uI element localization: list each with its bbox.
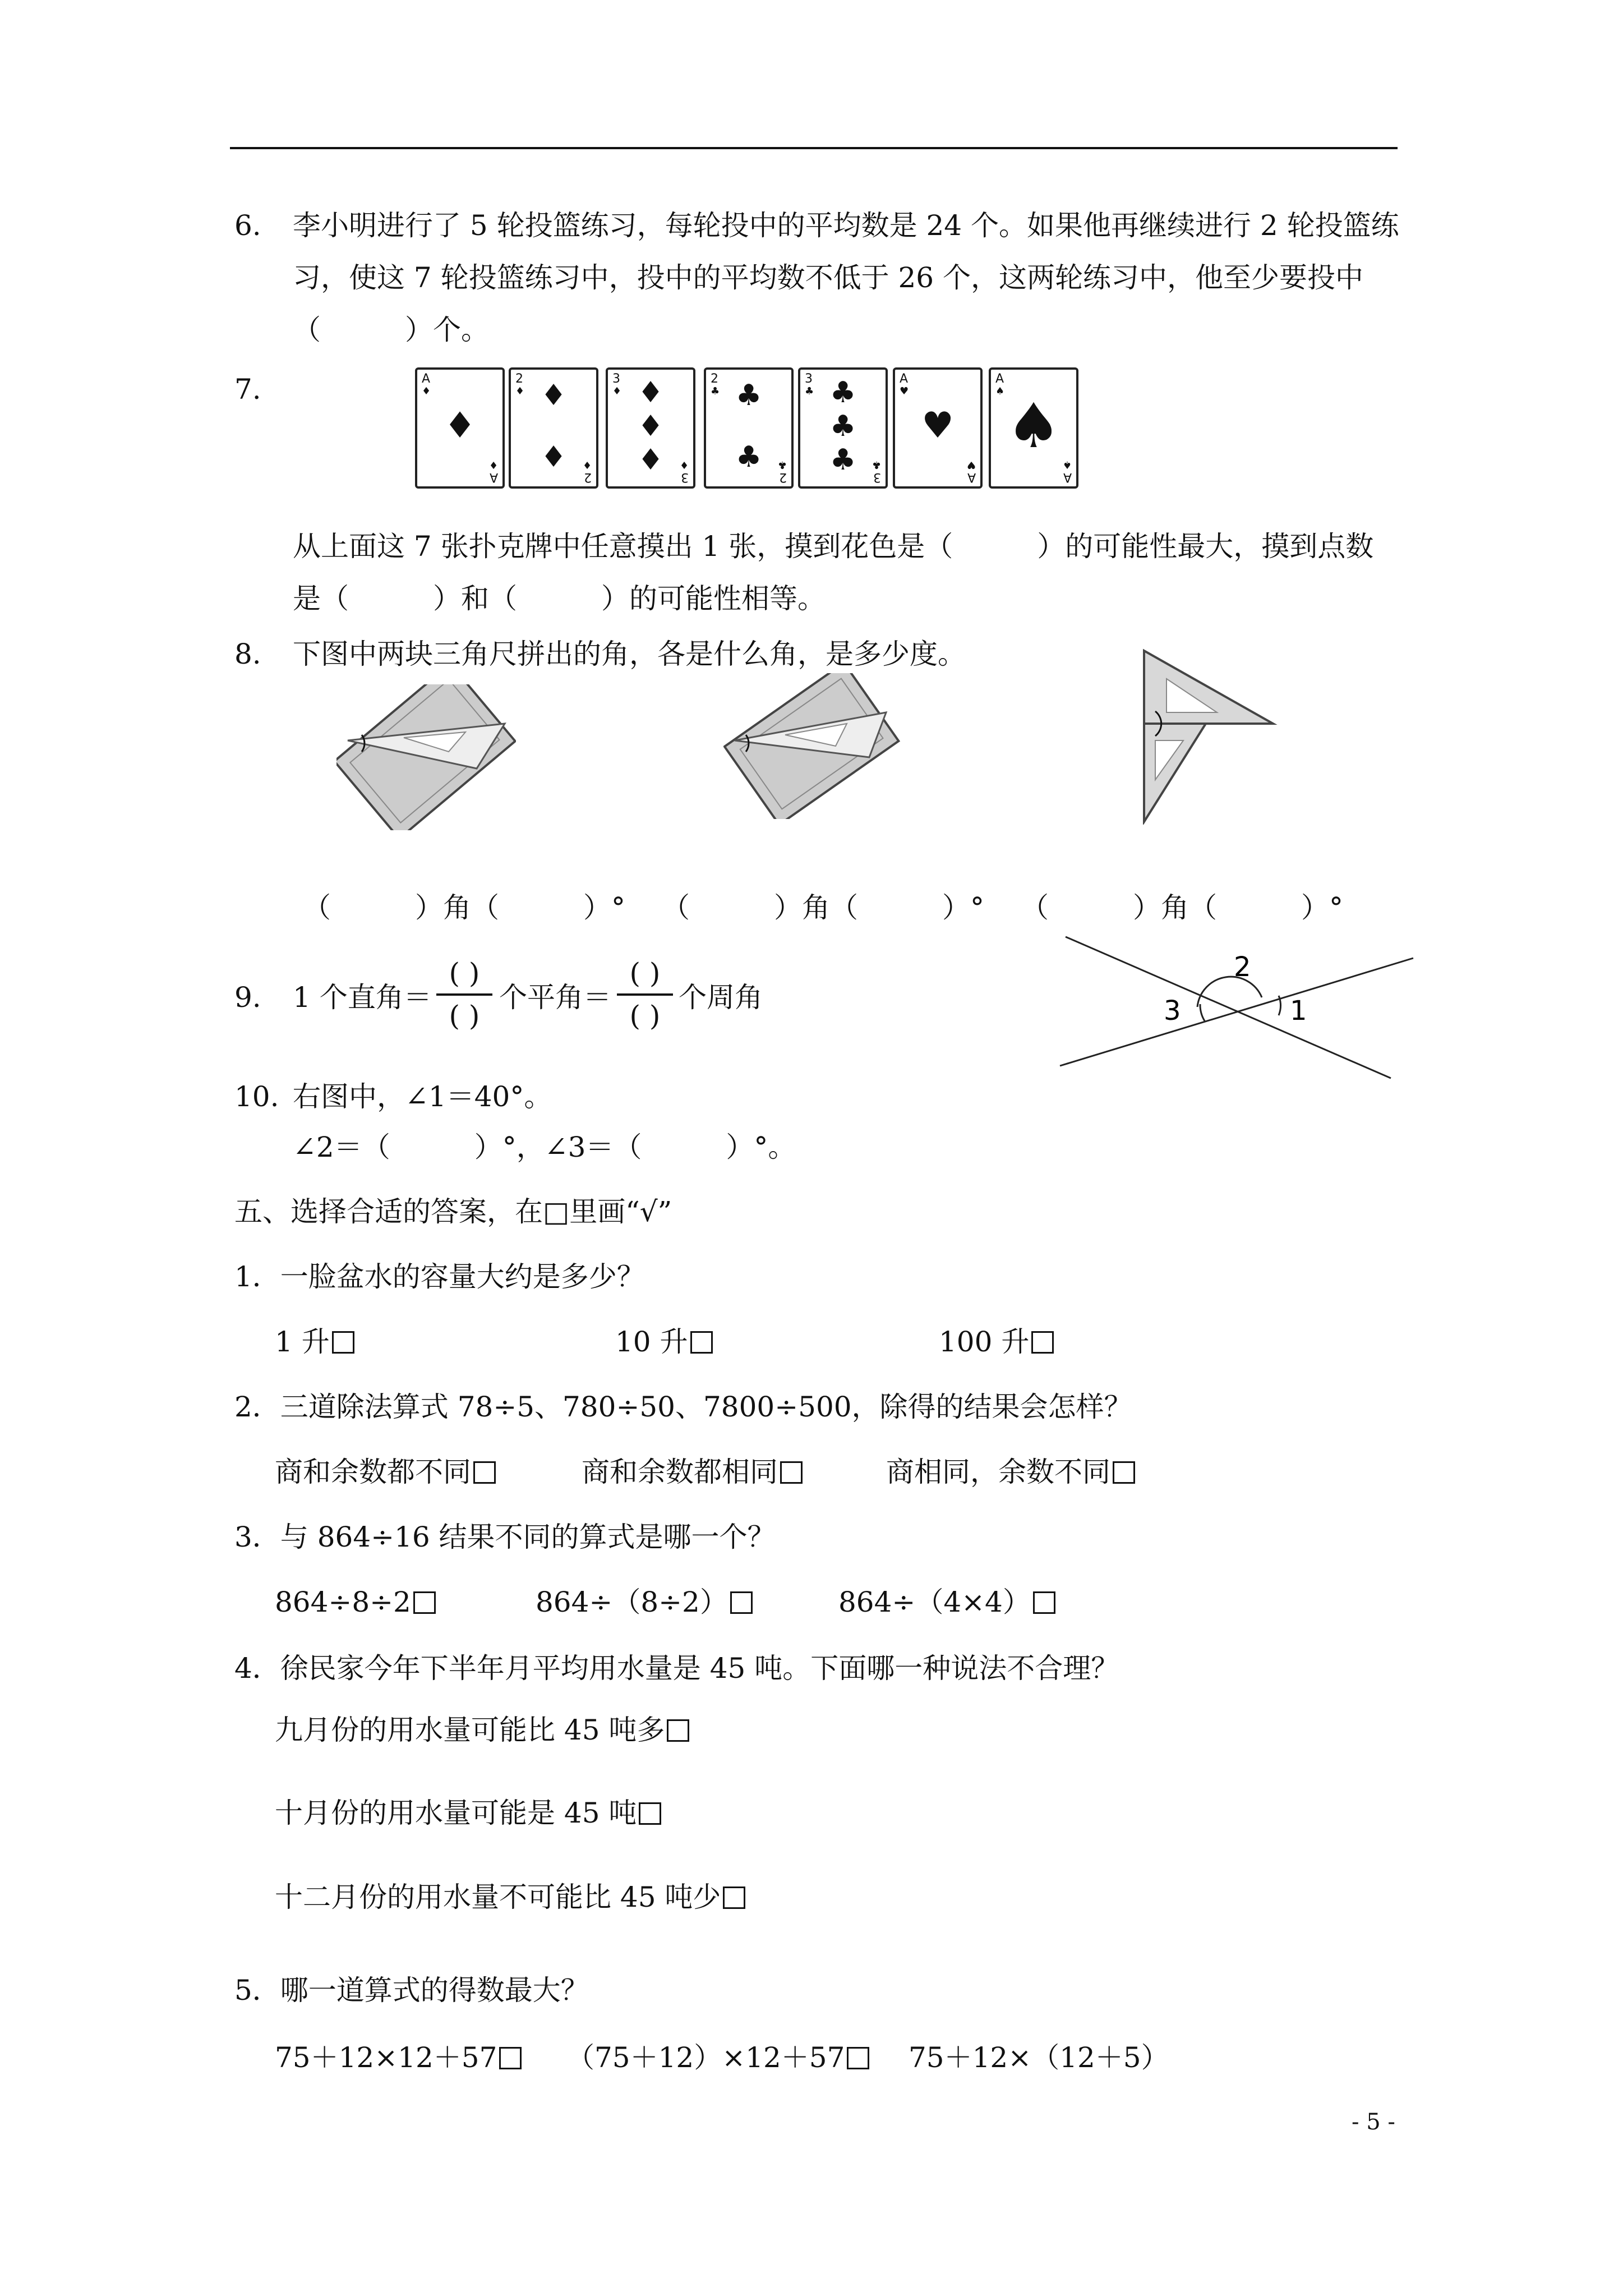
card-suit-pip: ♥ (921, 405, 954, 447)
card-suit-pip: ♦ (637, 409, 664, 443)
checkbox[interactable] (690, 1331, 713, 1354)
angle-label-1: 1 (1290, 995, 1307, 1027)
fraction-bar (436, 993, 492, 996)
q6-line2: 习，使这 7 轮投篮练习中，投中的平均数不低于 26 个，这两轮练习中，他至少要投中 (293, 261, 1364, 294)
q8-answer-2: （ ）角（ ）° (662, 891, 984, 924)
checkbox[interactable] (473, 1461, 496, 1484)
s5-q2: 2．三道除法算式 78÷5、780÷50、7800÷500，除得的结果会怎样？ (234, 1391, 1132, 1423)
q8-answer-3: （ ）角（ ）° (1021, 891, 1343, 924)
checkbox[interactable] (1113, 1461, 1135, 1484)
card-rank-top: 3 ♣ (805, 372, 814, 397)
header-rule (230, 147, 1398, 149)
s5-q3-option-b[interactable]: 864÷（8÷2） (536, 1585, 753, 1619)
q10-line2: ∠2＝（ ）°，∠3＝（ ）°。 (293, 1131, 796, 1163)
playing-card (415, 367, 505, 489)
card-suit-pip: ♦ (540, 379, 567, 412)
s5-q4-option-a[interactable]: 九月份的用水量可能比 45 吨多 (275, 1713, 689, 1747)
playing-card (893, 367, 983, 489)
card-suit-pip: ♦ (444, 405, 476, 447)
checkbox[interactable] (730, 1591, 753, 1614)
card-suit-pip: ♣ (829, 376, 856, 409)
s5-q3: 3．与 864÷16 结果不同的算式是哪一个？ (234, 1521, 776, 1553)
card-rank-top: A ♦ (422, 372, 431, 397)
s5-q1-option-b[interactable]: 10 升 (615, 1325, 713, 1359)
q8-number: 8. (234, 638, 261, 670)
s5-q4-option-c[interactable]: 十二月份的用水量不可能比 45 吨少 (275, 1880, 745, 1914)
fraction-numerator: ( ) (629, 957, 661, 990)
q9-fraction-2 (617, 956, 673, 1033)
section5-title: 五、选择合适的答案，在□里画“√” (234, 1195, 672, 1228)
set-square-figure-2 (723, 673, 903, 819)
q9-part2: 个平角＝ (499, 981, 611, 1014)
angle-label-2: 2 (1234, 951, 1251, 983)
checkbox[interactable] (1031, 1331, 1054, 1354)
card-rank-top: A ♠ (995, 372, 1005, 397)
s5-q4-option-b[interactable]: 十月份的用水量可能是 45 吨 (275, 1796, 661, 1830)
card-rank-top: 3 ♦ (612, 372, 622, 397)
playing-card (509, 367, 598, 489)
checkbox[interactable] (332, 1331, 354, 1354)
q9-number: 9. (234, 981, 261, 1014)
set-square-figure-1 (336, 684, 516, 830)
angle-label-3: 3 (1164, 995, 1181, 1027)
card-rank-bottom: A ♠ (1062, 459, 1072, 484)
fraction-denominator: ( ) (449, 1000, 480, 1032)
fraction-bar (617, 993, 673, 996)
card-suit-pip: ♦ (637, 443, 664, 477)
checkbox[interactable] (1033, 1591, 1055, 1614)
q7-number: 7. (234, 373, 261, 406)
s5-q2-option-b[interactable]: 商和余数都相同 (582, 1455, 803, 1489)
s5-q5-option-a[interactable]: 75＋12×12＋57 (275, 2041, 522, 2074)
card-rank-top: A ♥ (900, 372, 909, 397)
card-rank-bottom: 3 ♣ (872, 459, 881, 484)
s5-q1: 1．一脸盆水的容量大约是多少？ (234, 1260, 645, 1293)
checkbox[interactable] (847, 2047, 869, 2069)
s5-q1-option-a[interactable]: 1 升 (275, 1325, 354, 1359)
playing-card (989, 367, 1078, 489)
s5-q2-option-c[interactable]: 商相同，余数不同 (886, 1455, 1135, 1489)
playing-card (798, 367, 888, 489)
s5-q5-option-b[interactable]: （75＋12）×12＋57 (566, 2041, 869, 2074)
fraction-denominator: ( ) (629, 1000, 661, 1032)
s5-q2-option-a[interactable]: 商和余数都不同 (275, 1455, 496, 1489)
card-rank-bottom: A ♦ (488, 459, 498, 484)
card-suit-pip: ♣ (829, 409, 856, 443)
set-square-figure-3 (1133, 645, 1290, 825)
checkbox[interactable] (499, 2047, 522, 2069)
card-suit-pip: ♣ (735, 379, 762, 412)
checkbox[interactable] (639, 1802, 661, 1825)
card-rank-top: 2 ♦ (515, 372, 525, 397)
playing-card (606, 367, 695, 489)
playing-card (704, 367, 794, 489)
checkbox[interactable] (723, 1887, 745, 1909)
s5-q1-option-c[interactable]: 100 升 (939, 1325, 1054, 1359)
card-rank-top: 2 ♣ (711, 372, 720, 397)
q8-answer-1: （ ）角（ ）° (303, 891, 625, 924)
q6-number: 6. (234, 209, 261, 242)
s5-q5-option-c[interactable]: 75＋12×（12＋5） (909, 2041, 1169, 2074)
card-rank-bottom: A ♥ (966, 459, 976, 484)
s5-q4: 4．徐民家今年下半年月平均用水量是 45 吨。下面哪一种说法不合理？ (234, 1652, 1119, 1685)
page-number: - 5 - (1352, 2109, 1395, 2135)
q9-part3: 个周角 (679, 981, 763, 1014)
s5-q3-option-c[interactable]: 864÷（4×4） (838, 1585, 1055, 1619)
q9-fraction-1 (436, 956, 492, 1033)
q10-line1: 右图中，∠1＝40°。 (293, 1080, 552, 1113)
q10-number: 10. (234, 1080, 279, 1113)
fraction-numerator: ( ) (449, 957, 480, 990)
card-rank-bottom: 3 ♦ (679, 459, 689, 484)
checkbox[interactable] (413, 1591, 436, 1614)
q7-line1: 从上面这 7 张扑克牌中任意摸出 1 张，摸到花色是（ ）的可能性最大，摸到点数 (293, 530, 1374, 563)
card-rank-bottom: 2 ♣ (777, 459, 787, 484)
card-rank-bottom: 2 ♦ (582, 459, 592, 484)
checkbox[interactable] (780, 1461, 803, 1484)
card-suit-pip: ♦ (540, 440, 567, 474)
s5-q3-option-a[interactable]: 864÷8÷2 (275, 1585, 436, 1619)
q6-line1: 李小明进行了 5 轮投篮练习，每轮投中的平均数是 24 个。如果他再继续进行 2 轮投篮练 (293, 209, 1399, 242)
card-suit-pip: ♣ (735, 440, 762, 474)
card-suit-pip: ♣ (829, 443, 856, 477)
card-suit-pip: ♦ (637, 376, 664, 409)
q6-line3: （ ）个。 (293, 314, 489, 346)
intersecting-lines-figure (1054, 931, 1419, 1088)
checkbox[interactable] (667, 1719, 689, 1742)
q8-text: 下图中两块三角尺拼出的角，各是什么角，是多少度。 (293, 638, 966, 670)
s5-q5: 5．哪一道算式的得数最大？ (234, 1974, 589, 2007)
q9-part1: 1 个直角＝ (293, 981, 432, 1014)
card-suit-pip: ♠ (1006, 390, 1062, 462)
q7-line2: 是（ ）和（ ）的可能性相等。 (293, 582, 826, 615)
